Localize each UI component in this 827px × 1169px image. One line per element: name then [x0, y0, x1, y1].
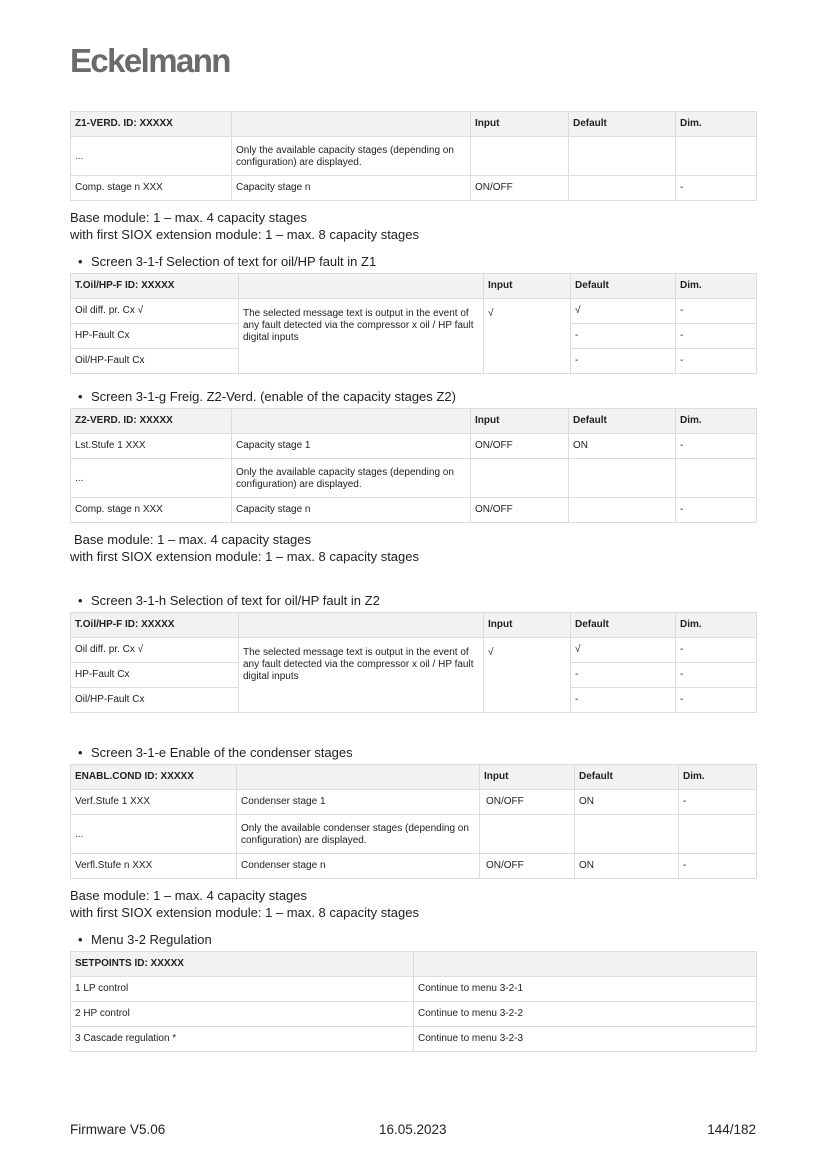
table-header-row [71, 765, 757, 790]
header-cell: Z1-VERD. ID: XXXXX [71, 112, 232, 137]
table-cell: Only the available condenser stages (depending on configuration) are displayed. [237, 815, 480, 854]
table-cell: √ [571, 299, 676, 324]
input-cell: √ [484, 299, 571, 374]
table-cell: Continue to menu 3-2-3 [414, 1027, 757, 1052]
table-cell: ... [71, 815, 237, 854]
table-cell [569, 176, 676, 201]
note-line: Base module: 1 – max. 4 capacity stages [70, 888, 308, 903]
header-cell: Dim. [676, 613, 757, 638]
section-title: Screen 3-1-g Freig. Z2-Verd. (enable of the capacity stages Z2) [91, 389, 456, 404]
header-cell [237, 765, 480, 790]
note-capacity-stages [70, 209, 419, 243]
table-cell: - [571, 688, 676, 713]
table-cell [569, 137, 676, 176]
bullet-icon: • [78, 389, 83, 404]
header-cell [232, 409, 471, 434]
table-cell: 3 Cascade regulation * [71, 1027, 414, 1052]
table-row [71, 434, 757, 459]
table-oil-hp-fault-z2 [70, 612, 757, 713]
section-heading [78, 389, 456, 405]
header-cell: SETPOINTS ID: XXXXX [71, 952, 414, 977]
section-title: Screen 3-1-f Selection of text for oil/HP fault in Z1 [91, 254, 377, 269]
bullet-icon: • [78, 932, 83, 947]
header-cell: Input [471, 409, 569, 434]
section-heading [78, 254, 376, 270]
input-cell: √ [484, 638, 571, 713]
table-cell: HP-Fault Cx [71, 663, 239, 688]
table-row [71, 977, 757, 1002]
footer-date: 16.05.2023 [379, 1122, 447, 1137]
table-header-row [71, 409, 757, 434]
table-cell: HP-Fault Cx [71, 324, 239, 349]
table-cell: Capacity stage 1 [232, 434, 471, 459]
table-row [71, 1002, 757, 1027]
header-cell: Input [484, 274, 571, 299]
header-cell: Default [571, 613, 676, 638]
header-cell [414, 952, 757, 977]
table-row [71, 176, 757, 201]
header-cell: Input [480, 765, 575, 790]
table-cell: ON [575, 854, 679, 879]
table-cell: - [676, 688, 757, 713]
header-cell: T.Oil/HP-F ID: XXXXX [71, 274, 239, 299]
table-cell: Verf.Stufe 1 XXX [71, 790, 237, 815]
table-cell: Capacity stage n [232, 176, 471, 201]
table-enable-condenser [70, 764, 757, 879]
header-cell: Input [484, 613, 571, 638]
table-cell [569, 498, 676, 523]
table-header-row [71, 613, 757, 638]
table-cell: - [676, 498, 757, 523]
table-cell: - [679, 854, 757, 879]
table-cell: ... [71, 459, 232, 498]
note-capacity-stages [70, 531, 419, 565]
bullet-icon: • [78, 745, 83, 760]
table-cell: Continue to menu 3-2-2 [414, 1002, 757, 1027]
table-row [71, 638, 757, 663]
section-heading [78, 593, 380, 609]
table-cell: - [676, 176, 757, 201]
table-cell: Lst.Stufe 1 XXX [71, 434, 232, 459]
table-cell [480, 815, 575, 854]
note-line: with first SIOX extension module: 1 – max. 8 capacity stages [70, 905, 419, 920]
note-line: with first SIOX extension module: 1 – max. 8 capacity stages [70, 549, 419, 564]
table-cell: Continue to menu 3-2-1 [414, 977, 757, 1002]
table-cell: ON [575, 790, 679, 815]
table-header-row [71, 112, 757, 137]
table-cell [569, 459, 676, 498]
table-cell: - [676, 638, 757, 663]
table-cell: ON/OFF [471, 176, 569, 201]
table-cell: ON/OFF [480, 790, 575, 815]
table-header-row [71, 274, 757, 299]
header-cell: Dim. [679, 765, 757, 790]
table-cell [471, 459, 569, 498]
note-line: Base module: 1 – max. 4 capacity stages [74, 532, 312, 547]
header-cell: Default [571, 274, 676, 299]
table-cell: Condenser stage n [237, 854, 480, 879]
table-row [71, 790, 757, 815]
header-cell: ENABL.COND ID: XXXXX [71, 765, 237, 790]
table-cell: Capacity stage n [232, 498, 471, 523]
table-cell: Comp. stage n XXX [71, 176, 232, 201]
note-capacity-stages [70, 887, 419, 921]
section-title: Screen 3-1-e Enable of the condenser stages [91, 745, 353, 760]
header-cell [239, 613, 484, 638]
table-cell: Oil diff. pr. Cx √ [71, 638, 239, 663]
table-cell: - [676, 324, 757, 349]
header-cell: Dim. [676, 409, 757, 434]
header-cell [239, 274, 484, 299]
section-title: Menu 3-2 Regulation [91, 932, 212, 947]
table-cell [575, 815, 679, 854]
table-cell: Oil/HP-Fault Cx [71, 688, 239, 713]
table-row [71, 299, 757, 324]
table-row [71, 854, 757, 879]
section-title: Screen 3-1-h Selection of text for oil/HP fault in Z2 [91, 593, 380, 608]
table-cell: ON/OFF [471, 498, 569, 523]
table-z2-verd [70, 408, 757, 523]
table-cell: ON [569, 434, 676, 459]
note-line: Base module: 1 – max. 4 capacity stages [70, 210, 308, 225]
bullet-icon: • [78, 593, 83, 608]
table-cell: Oil diff. pr. Cx √ [71, 299, 239, 324]
bullet-icon: • [78, 254, 83, 269]
table-header-row [71, 952, 757, 977]
description-cell: The selected message text is output in the event of any fault detected via the compressor x oil / HP fault digital inputs [239, 299, 484, 374]
table-cell: Oil/HP-Fault Cx [71, 349, 239, 374]
table-cell [676, 459, 757, 498]
table-row [71, 1027, 757, 1052]
table-cell: Comp. stage n XXX [71, 498, 232, 523]
table-cell: - [676, 299, 757, 324]
header-cell: Dim. [676, 274, 757, 299]
table-cell: ON/OFF [480, 854, 575, 879]
section-heading [78, 932, 212, 948]
table-cell [471, 137, 569, 176]
table-cell: - [679, 790, 757, 815]
footer-page-number: 144/182 [707, 1122, 756, 1137]
header-cell: Z2-VERD. ID: XXXXX [71, 409, 232, 434]
eckelmann-logo: Eckelmann [70, 42, 230, 79]
header-cell: Default [569, 409, 676, 434]
header-cell [232, 112, 471, 137]
table-z1-verd [70, 111, 757, 201]
table-cell: √ [571, 638, 676, 663]
table-cell: 2 HP control [71, 1002, 414, 1027]
header-cell: Dim. [676, 112, 757, 137]
header-cell: T.Oil/HP-F ID: XXXXX [71, 613, 239, 638]
header-cell: Default [575, 765, 679, 790]
table-cell: Condenser stage 1 [237, 790, 480, 815]
table-row [71, 459, 757, 498]
table-cell: ... [71, 137, 232, 176]
table-cell: ON/OFF [471, 434, 569, 459]
table-cell: - [571, 349, 676, 374]
table-cell: 1 LP control [71, 977, 414, 1002]
table-cell: - [571, 324, 676, 349]
table-row [71, 137, 757, 176]
table-cell: - [571, 663, 676, 688]
table-cell: Only the available capacity stages (depending on configuration) are displayed. [232, 459, 471, 498]
note-line: with first SIOX extension module: 1 – max. 8 capacity stages [70, 227, 419, 242]
header-cell: Input [471, 112, 569, 137]
table-cell: - [676, 349, 757, 374]
table-cell: - [676, 663, 757, 688]
table-oil-hp-fault-z1 [70, 273, 757, 374]
table-setpoints [70, 951, 757, 1052]
footer-firmware: Firmware V5.06 [70, 1122, 166, 1137]
header-cell: Default [569, 112, 676, 137]
table-row [71, 498, 757, 523]
description-cell: The selected message text is output in the event of any fault detected via the compressor x oil / HP fault digital inputs [239, 638, 484, 713]
table-cell: Only the available capacity stages (depending on configuration) are displayed. [232, 137, 471, 176]
table-cell: Verfl.Stufe n XXX [71, 854, 237, 879]
table-row [71, 815, 757, 854]
section-heading [78, 745, 353, 761]
table-cell [676, 137, 757, 176]
table-cell [679, 815, 757, 854]
table-cell: - [676, 434, 757, 459]
